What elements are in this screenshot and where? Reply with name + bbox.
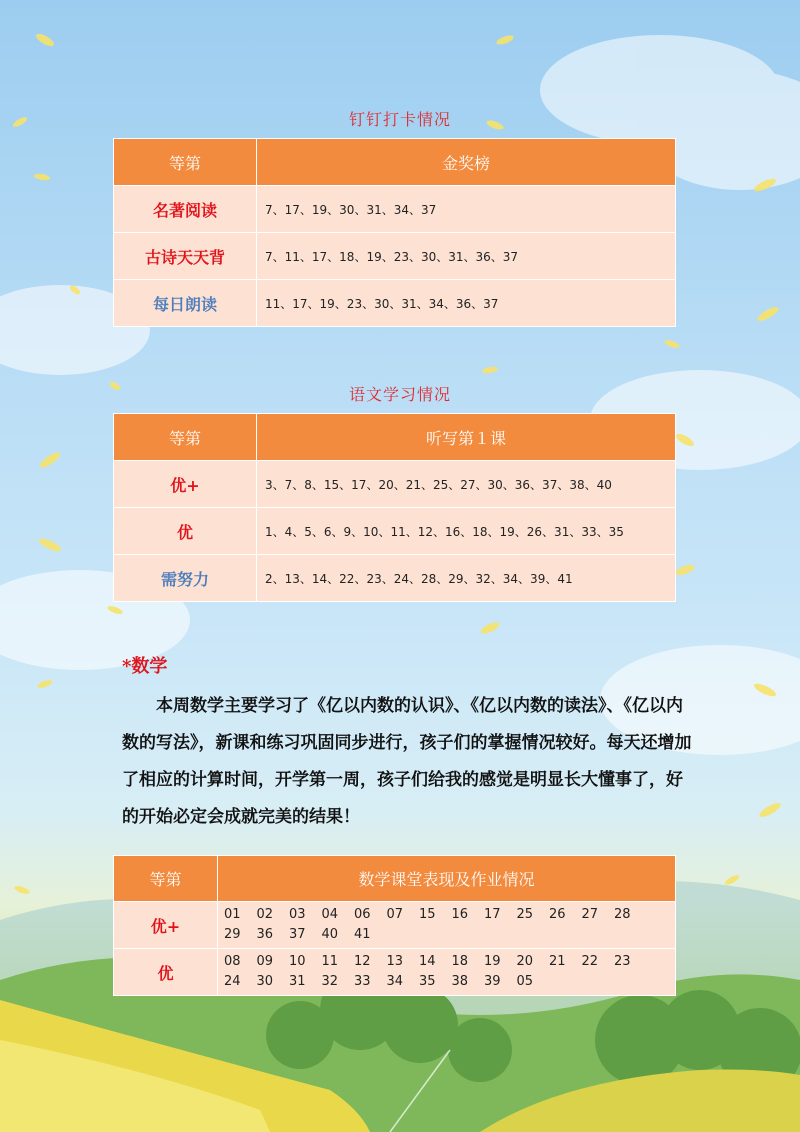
student-number: 08 (224, 954, 241, 969)
student-numbers: 3、7、8、15、17、20、21、25、27、30、36、37、38、40 (257, 461, 676, 508)
student-number: 17 (484, 907, 501, 922)
header-gold-list: 金奖榜 (257, 139, 676, 186)
math-table (113, 855, 676, 996)
student-number: 24 (224, 974, 241, 989)
student-number: 37 (289, 927, 306, 942)
student-numbers: 7、17、19、30、31、34、37 (257, 186, 676, 233)
student-number: 05 (516, 974, 534, 989)
student-number: 14 (419, 954, 436, 969)
table-row (114, 461, 676, 508)
student-number: 01 (224, 907, 241, 922)
student-number: 03 (289, 907, 306, 922)
student-number: 33 (354, 974, 371, 989)
student-number: 11 (321, 954, 339, 969)
checkin-table (113, 138, 676, 327)
level-label: 古诗天天背 (114, 233, 257, 280)
student-number: 15 (419, 907, 436, 922)
table-row (114, 508, 676, 555)
level-label: 优+ (114, 461, 257, 508)
chinese-table (113, 413, 676, 602)
table-row (114, 186, 676, 233)
table-row (114, 280, 676, 327)
student-number-list (218, 949, 676, 996)
student-number: 26 (549, 907, 566, 922)
table-row (114, 902, 676, 949)
level-label: 名著阅读 (114, 186, 257, 233)
student-number: 07 (386, 907, 404, 922)
student-number: 32 (321, 974, 339, 989)
section-title-chinese: 语文学习情况 (348, 385, 451, 404)
student-number: 09 (256, 954, 274, 969)
student-number: 10 (289, 954, 306, 969)
student-number: 28 (614, 907, 631, 922)
math-heading: *数学 (122, 656, 168, 677)
header-dictation: 听写第１课 (257, 414, 676, 461)
level-label: 需努力 (114, 555, 257, 602)
math-paragraph: 本周数学主要学习了《亿以内数的认识》、《亿以内数的读法》、《亿以内数的写法》，新课和练习巩固同步进行，孩子们的掌握情况较好。每天还增加了相应的计算时间，开学第一周，孩子们给我的感觉是明显长大懂事了，好的开始必定会成就完美的结果！ (122, 696, 692, 827)
student-number: 16 (451, 907, 469, 922)
student-number: 18 (451, 954, 469, 969)
table-row (114, 233, 676, 280)
student-numbers: 2、13、14、22、23、24、28、29、32、34、39、41 (257, 555, 676, 602)
student-number: 21 (549, 954, 566, 969)
table-row (114, 555, 676, 602)
student-number: 36 (256, 927, 274, 942)
student-number: 38 (451, 974, 469, 989)
level-label: 优 (114, 508, 257, 555)
header-level: 等第 (114, 139, 257, 186)
student-number: 41 (354, 927, 371, 942)
student-number: 34 (386, 974, 404, 989)
student-number: 20 (516, 954, 534, 969)
header-level: 等第 (114, 414, 257, 461)
student-number: 04 (321, 907, 339, 922)
student-number: 02 (256, 907, 274, 922)
level-label: 优+ (114, 902, 218, 949)
student-numbers: 11、17、19、23、30、31、34、36、37 (257, 280, 676, 327)
header-level: 等第 (114, 856, 218, 902)
student-number: 40 (321, 927, 339, 942)
student-number: 22 (581, 954, 599, 969)
student-numbers: 7、11、17、18、19、23、30、31、36、37 (257, 233, 676, 280)
section-title-checkin: 钉钉打卡情况 (348, 110, 451, 129)
student-number: 39 (484, 974, 501, 989)
level-label: 优 (114, 949, 218, 996)
header-math-performance: 数学课堂表现及作业情况 (218, 856, 676, 902)
student-number: 27 (581, 907, 599, 922)
student-number: 06 (354, 907, 371, 922)
student-number: 25 (516, 907, 534, 922)
student-number: 13 (386, 954, 404, 969)
student-number: 31 (289, 974, 306, 989)
student-number: 35 (419, 974, 436, 989)
student-number: 29 (224, 927, 241, 942)
student-number: 23 (614, 954, 631, 969)
student-number-list (218, 902, 676, 949)
student-number: 12 (354, 954, 371, 969)
level-label: 每日朗读 (114, 280, 257, 327)
table-row (114, 949, 676, 996)
student-number: 30 (256, 974, 274, 989)
student-numbers: 1、4、5、6、9、10、11、12、16、18、19、26、31、33、35 (257, 508, 676, 555)
student-number: 19 (484, 954, 501, 969)
